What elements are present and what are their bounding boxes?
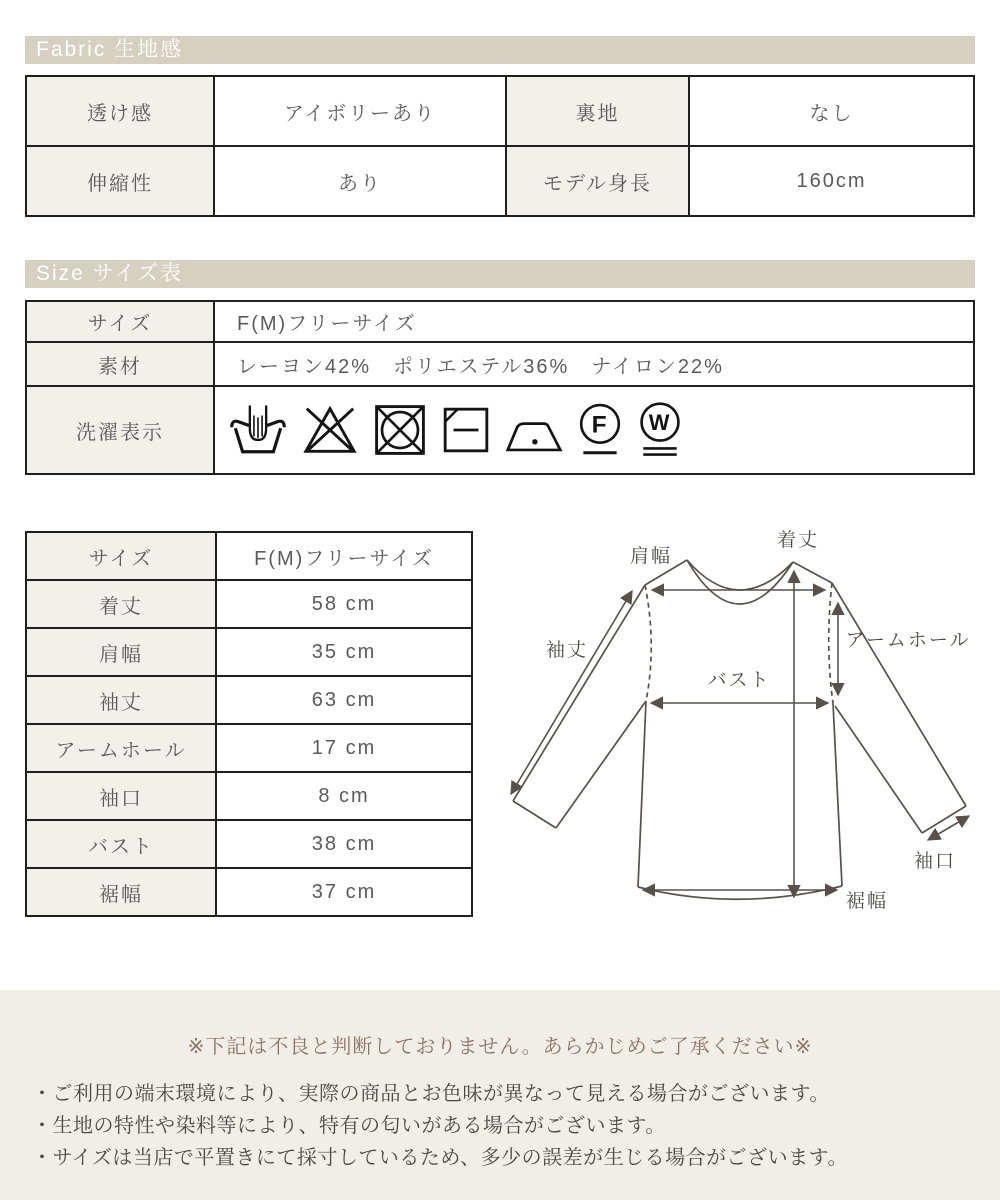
fabric-value-sheerness: アイボリーあり — [214, 76, 506, 146]
measure-label-shoulder-width: 肩幅 — [26, 628, 216, 676]
table-row — [26, 772, 472, 820]
table-row — [26, 676, 472, 724]
measure-label-cuff: 袖口 — [26, 772, 216, 820]
measure-label-armhole: アームホール — [26, 724, 216, 772]
body-length-label: 着丈 — [776, 530, 820, 551]
bust-label: バスト — [707, 670, 771, 691]
measure-label-bust: バスト — [26, 820, 216, 868]
fabric-label-model-height: モデル身長 — [506, 146, 689, 216]
wet-clean-very-gentle-icon — [637, 401, 683, 459]
measure-value-armhole: 17 cm — [216, 724, 472, 772]
shoulder-width-label: 肩幅 — [629, 546, 673, 567]
cuff-label: 袖口 — [913, 851, 957, 872]
disclaimer-item: ・生地の特性や染料等により、特有の匂いがある場合がございます。 — [32, 1115, 666, 1137]
size-label: サイズ — [26, 301, 214, 342]
size-value: F(M)フリーサイズ — [214, 301, 974, 342]
fabric-value-model-height: 160cm — [689, 146, 974, 216]
fabric-label-stretch: 伸縮性 — [26, 146, 214, 216]
svg-text:W: W — [648, 410, 672, 435]
sleeve-length-label: 袖丈 — [545, 640, 589, 661]
measure-header-label: サイズ — [26, 532, 216, 580]
measure-label-body-length: 着丈 — [26, 580, 216, 628]
measure-value-hem-width: 37 cm — [216, 868, 472, 916]
iron-low-heat-icon — [505, 404, 563, 456]
table-row — [26, 342, 974, 386]
garment-outline — [513, 560, 966, 899]
fabric-section-title: Fabric 生地感 — [36, 38, 184, 61]
garment-measurement-diagram — [480, 515, 995, 950]
hand-wash-icon — [229, 401, 287, 459]
size-section-header — [25, 260, 975, 288]
care-symbols-row — [215, 401, 973, 459]
table-row — [26, 76, 974, 146]
measure-value-bust: 38 cm — [216, 820, 472, 868]
armhole-label: アームホール — [845, 630, 971, 651]
measure-value-cuff: 8 cm — [216, 772, 472, 820]
measure-header-value: F(M)フリーサイズ — [216, 532, 472, 580]
fabric-label-sheerness: 透け感 — [26, 76, 214, 146]
table-row — [26, 628, 472, 676]
table-row — [26, 386, 974, 474]
measure-label-hem-width: 裾幅 — [26, 868, 216, 916]
table-row — [26, 820, 472, 868]
table-row — [26, 301, 974, 342]
measure-label-sleeve-length: 袖丈 — [26, 676, 216, 724]
disclaimer-heading: ※下記は不良と判断しておりません。あらかじめご了承ください※ — [187, 1036, 813, 1058]
fabric-label-lining: 裏地 — [506, 76, 689, 146]
flat-dry-in-shade-icon — [441, 405, 491, 455]
care-label: 洗濯表示 — [26, 386, 214, 474]
fabric-table — [25, 75, 975, 217]
fabric-value-stretch: あり — [214, 146, 506, 216]
measure-value-sleeve-length: 63 cm — [216, 676, 472, 724]
do-not-tumble-dry-icon — [373, 403, 427, 457]
table-row — [26, 532, 472, 580]
table-row — [26, 580, 472, 628]
sleeve-length-arrow — [511, 591, 632, 794]
size-material-care-table — [25, 300, 975, 475]
material-value: レーヨン42% ポリエステル36% ナイロン22% — [214, 342, 974, 386]
do-not-bleach-icon — [301, 401, 359, 459]
measure-value-shoulder-width: 35 cm — [216, 628, 472, 676]
measurement-arrows — [511, 571, 969, 897]
size-section-title: Size サイズ表 — [36, 262, 184, 285]
table-row — [26, 868, 472, 916]
material-label: 素材 — [26, 342, 214, 386]
hem-width-label: 裾幅 — [845, 891, 889, 912]
disclaimer-item: ・サイズは当店で平置きにて採寸しているため、多少の誤差が生じる場合がございます。 — [32, 1147, 848, 1169]
fabric-value-lining: なし — [689, 76, 974, 146]
table-row — [26, 724, 472, 772]
fabric-section-header — [25, 36, 975, 64]
svg-text:F: F — [591, 411, 609, 439]
disclaimer-list — [0, 1083, 1000, 1169]
cuff-arrow — [928, 816, 969, 840]
disclaimer-item: ・ご利用の端末環境により、実際の商品とお色味が異なって見える場合がございます。 — [32, 1083, 830, 1105]
dry-clean-petroleum-gentle-icon — [577, 402, 623, 458]
measurements-table — [25, 531, 473, 917]
measure-value-body-length: 58 cm — [216, 580, 472, 628]
table-row — [26, 146, 974, 216]
disclaimer-section — [0, 990, 1000, 1200]
